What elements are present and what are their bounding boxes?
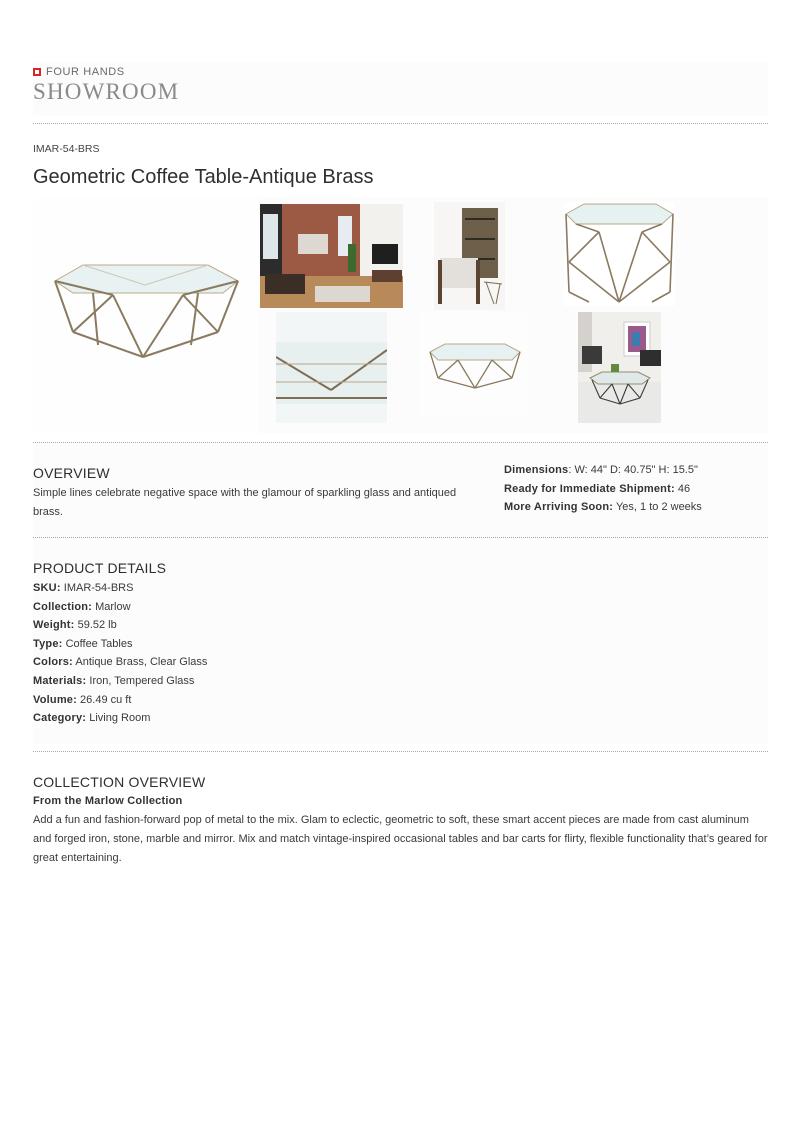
glass-corner-closeup-photo[interactable]	[276, 312, 387, 423]
brand-name: FOUR HANDS	[46, 66, 125, 78]
product-sku-top: IMAR-54-BRS	[33, 143, 100, 155]
collection-text: Add a fun and fashion-forward pop of metal to the mix. Glam to eclectic, geometric to soft, these smart accent pieces are made from cast aluminum and forged iron, stone, marble and mirror. Mix and match vintage-inspired occasional tables and bar carts for flirty, flexible functionality that’s geared for great entertaining.	[33, 813, 768, 864]
details-list	[33, 579, 768, 728]
overview-section	[33, 443, 768, 537]
collection-overview-section	[33, 752, 768, 868]
collection-subheading: From the Marlow Collection	[33, 795, 183, 807]
product-title: Geometric Coffee Table-Antique Brass	[33, 166, 374, 188]
brand-row	[33, 66, 768, 78]
detail-row: Volume: 26.49 cu ft	[33, 693, 132, 706]
detail-row: Type: Coffee Tables	[33, 637, 133, 650]
chair-and-shelf-photo[interactable]	[434, 202, 505, 310]
detail-row: Weight: 59.52 lb	[33, 619, 117, 632]
spec-arriving: More Arriving Soon: Yes, 1 to 2 weeks	[504, 501, 702, 514]
spec-ready: Ready for Immediate Shipment: 46	[504, 482, 691, 495]
collection-heading: COLLECTION OVERVIEW	[33, 774, 206, 790]
overview-text: Simple lines celebrate negative space with the glamour of sparkling glass and antiqued brass.	[33, 487, 457, 518]
detail-row: Colors: Antique Brass, Clear Glass	[33, 656, 208, 669]
divider	[33, 123, 768, 124]
coffee-table-side-photo[interactable]	[420, 312, 530, 417]
product-details-section	[33, 538, 768, 744]
brand-logo-icon	[33, 68, 41, 76]
image-gallery	[33, 197, 768, 433]
product-details-heading: PRODUCT DETAILS	[33, 560, 167, 576]
coffee-table-top-view-photo[interactable]	[564, 202, 675, 306]
detail-row: Materials: Iron, Tempered Glass	[33, 674, 195, 687]
detail-row: Category: Living Room	[33, 712, 151, 725]
detail-row: Collection: Marlow	[33, 600, 131, 613]
coffee-table-main-photo[interactable]	[33, 197, 258, 433]
room-with-art-photo[interactable]	[578, 312, 661, 423]
detail-row: SKU: IMAR-54-BRS	[33, 582, 134, 594]
living-room-brick-wall-photo[interactable]	[260, 204, 403, 308]
overview-heading: OVERVIEW	[33, 465, 110, 481]
brand-header	[33, 62, 768, 116]
showroom-title: SHOWROOM	[33, 79, 180, 104]
spec-list	[504, 461, 768, 517]
spec-dimensions: Dimensions: W: 44" D: 40.75" H: 15.5"	[504, 464, 698, 476]
